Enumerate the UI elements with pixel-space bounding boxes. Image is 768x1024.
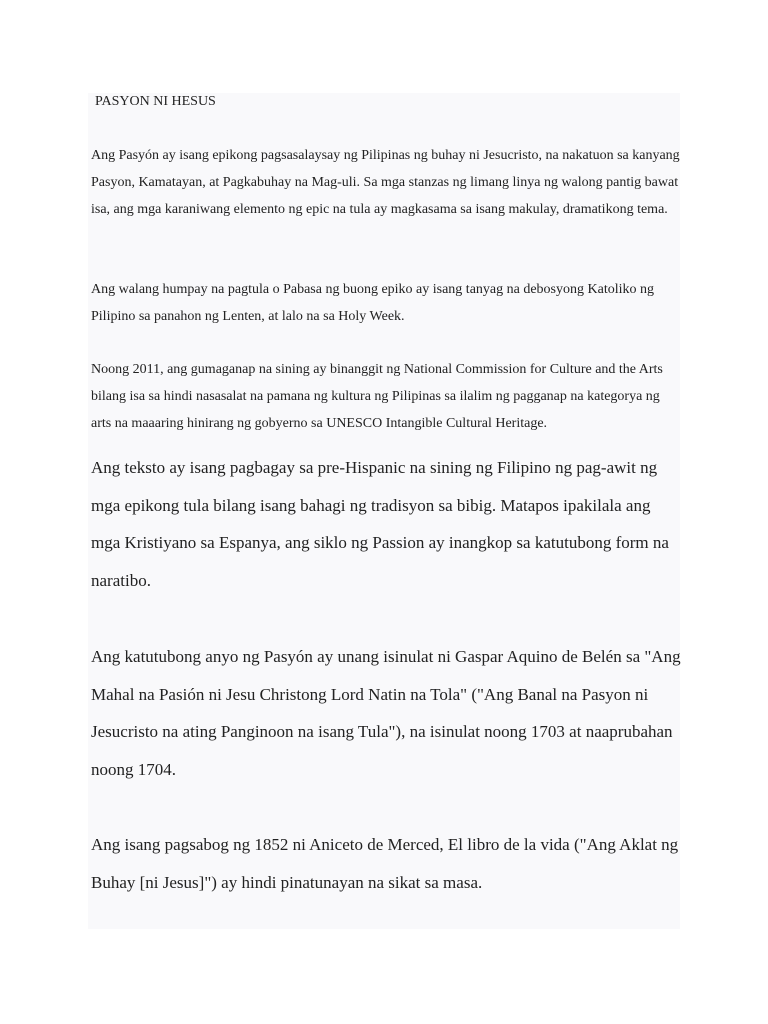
- paragraph-gaspar-aquino: Ang katutubong anyo ng Pasyón ay unang isinulat ni Gaspar Aquino de Belén sa "Ang Mahal na Pasión ni Jesu Christong Lord Natin na Tola" ("Ang Banal na Pasyon ni Jesucristo na ating Panginoon na isang Tula"), na isinulat noong 1703 at naaprubahan noong 1704.: [91, 647, 681, 779]
- paragraph-pasyon-intro: Ang Pasyón ay isang epikong pagsasalaysay ng Pilipinas ng buhay ni Jesucristo, na nakatuon sa kanyang Pasyon, Kamatayan, at Pagkabuhay na Mag-uli. Sa mga stanzas ng limang linya ng walong pantig bawat isa, ang mga karaniwang elemento ng epic na tula ay magkasama sa isang makulay, dramatikong tema.: [91, 148, 680, 217]
- document-title: PASYON NI HESUS: [95, 94, 216, 109]
- paragraph-pabasa: Ang walang humpay na pagtula o Pabasa ng buong epiko ay isang tanyag na debosyong Katoliko ng Pilipino sa panahon ng Lenten, at lalo na sa Holy Week.: [91, 282, 654, 324]
- paragraph-unesco: Noong 2011, ang gumaganap na sining ay binanggit ng National Commission for Culture and the Arts bilang isa sa hindi nasasalat na pamana ng kultura ng Pilipinas sa ilalim ng pagganap na kategorya ng arts na maaaring hinirang ng gobyerno sa UNESCO Intangible Cultural Heritage.: [91, 362, 663, 431]
- paragraph-aniceto-de-merced: Ang isang pagsabog ng 1852 ni Aniceto de Merced, El libro de la vida ("Ang Aklat ng Buhay [ni Jesus]") ay hindi pinatunayan na sikat sa masa.: [91, 835, 679, 892]
- paragraph-text-adaptation: Ang teksto ay isang pagbagay sa pre-Hispanic na sining ng Filipino ng pag-awit ng mga epikong tula bilang isang bahagi ng tradisyon sa bibig. Matapos ipakilala ang mga Kristiyano sa Espanya, ang siklo ng Passion ay inangkop sa katutubong form na naratibo.: [91, 458, 669, 590]
